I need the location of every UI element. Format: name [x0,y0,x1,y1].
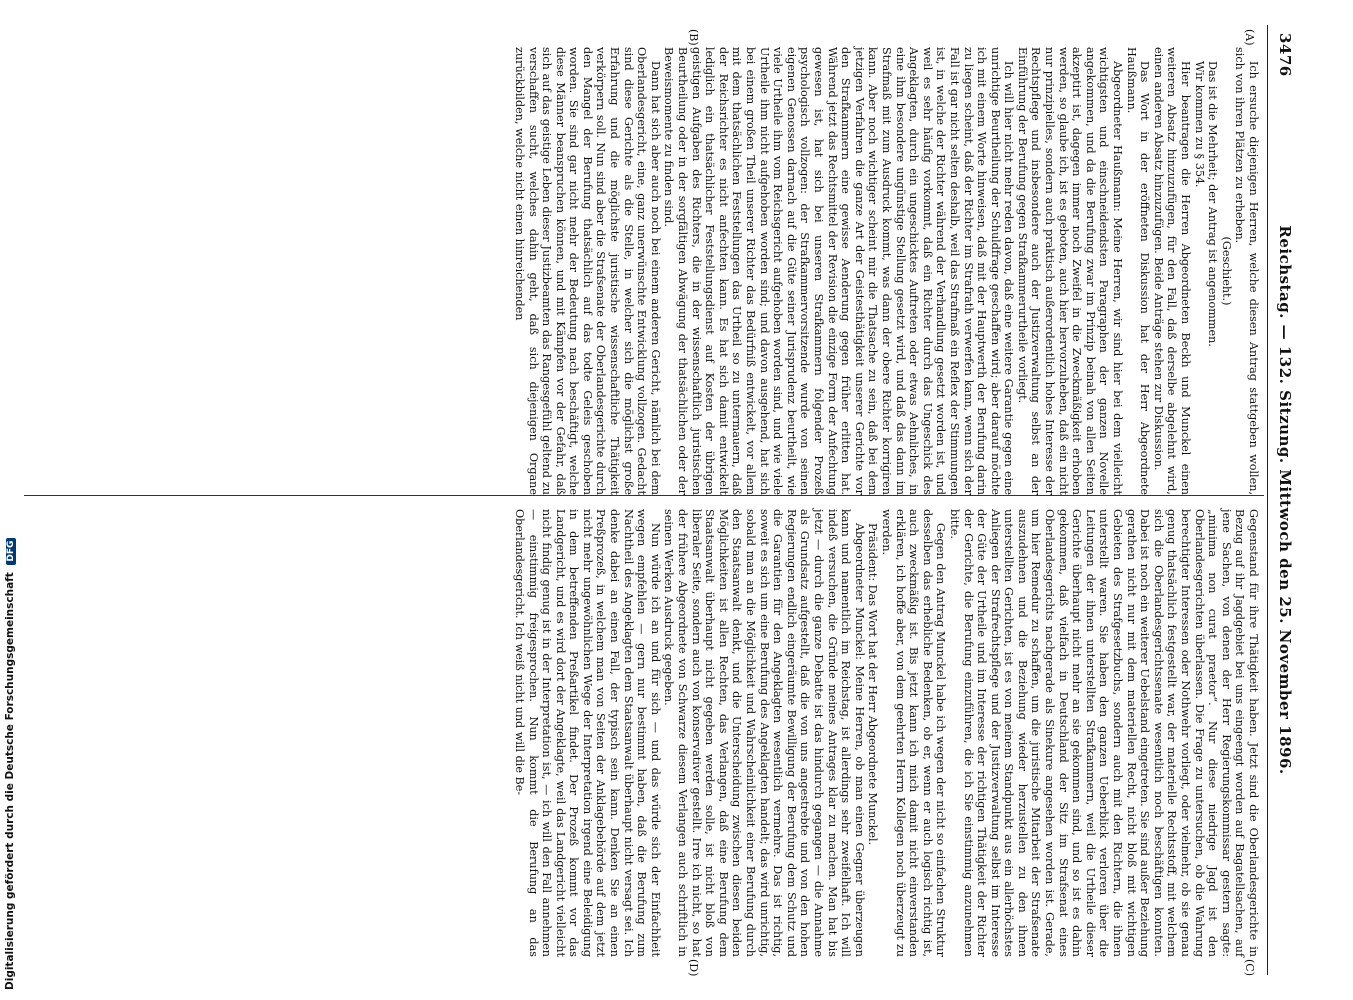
paragraph: Ich will hier nicht mehr reden davon, daß eine weitere Garantie gegen eine unrichtige Beurtheilung der Schuldfrage geschaffen wird; aber darauf möchte ich mit einem Worte hinweisen, daß mit der Hauptwerth der Berufung darin zu liegen scheint, daß der Richter im Strafrath verwerfen kann, wenn sich der Fall ist gar nicht selten deshalb, weil das Strafmaß ein Reflex der Stimmungen ist, in welche der Richter während der Verhandlung gesetzt worden ist, und weil es sehr häufig vorkommt, daß ein Richter durch das Ungeschick des Angeklagten, durch ein ungeschicktes Auftreten oder etwas Aehnliches, in eine ihm besondere ungünstige Stellung gesetzt wird, und daß das dann im Strafmaß mit zum Ausdruck kommt, was dann der obere Richter korrigiren kann. Aber noch wichtiger scheint mir die Thatsache zu sein, daß bei dem jetzigen Verfahren die ganze Art der Geistesthätigkeit unserer Gerichte vor den Strafkammern eine gewisse Aenderung gegen früher erlitten hat. Während jetzt das Rechtsmittel der Revision die einzige Form der Anfechtung gewesen ist, hat sich bei unseren Strafkammern folgender Prozeß psychologisch vollzogen: der Strafkammervorsitzende wurde von seinen eigenen Genossen darnach auf die Güte seiner Jurisprudenz beurtheilt, wie viele Urtheile ihm vom Reichsgericht aufgehoben worden sind, und wie viele Urtheile ihm nicht aufgehoben worden sind; und davon ausgehend, hat sich bei einem großen Theil unserer Richter das Bedürfniß entwickelt, vor allem mit dem thatsächlichen Feststellungen das Urtheil so zu untermauern, daß der Reichsrichter es nicht anfechten kann. Es hat sich damit entwickelt lediglich ein thatsächlicher Feststellungsdienst auf Kosten der übrigen geistigen Aufgaben des Richters, die in der wissenschaftlich juristischen Beurtheilung oder in der sorgfältigen Abwägung der thatsächlichen oder der Beweismomente zu finden sind. [662,47,1016,495]
credit-text: Digitalisierung gefördert durch die Deutsche Forschungsgemeinschaft [4,572,16,990]
margin-marker-c: (C) [1243,959,1256,976]
paragraph: Gegen den Antrag Munckel habe ich wegen der nicht so einfachen Struktur desselben das erhebliche Bedenken, ob er, wenn er auch logisch richtig ist, auch zweckmäßig ist. Bis jetzt kann ich mich damit nicht einverstanden erklären, ich hoffe aber, von dem geehrten Herrn Kollegen noch überzeugt zu werden. [879,509,948,957]
running-title: Reichstag. — 132. Sitzung. Mittwoch den 25. November 1896. [1276,225,1294,775]
paragraph: Gegenstand für ihre Thätigkeit haben. Jetzt sind die Oberlandesgerichte in Bezug auf ihr Jagdgebiet bei uns eingeengt worden auf Bagatellsachen, auf jene Sachen, von denen der Herr Regierungskommissar gestern sagte: „minima non curat praetor“. Nur diese niedrige Jagd ist den Oberlandesgerichten überlassen. Die Frage zu untersuchen, ob die Wahrung berechtigter Interessen oder Nothwehr vorliegt, oder vielmehr, ob sie genau genug thatsächlich festgestellt war, der materielle Rechtsstoff, mit welchem sich die Oberlandesgerichtssenate wesentlich noch beschäftigen konnten. Dabei ist noch ein weiterer Uebelstand eingetreten. Sie sind außer Beziehung gerathen nicht nur mit dem materiellen Recht, nicht bloß mit wichtigen Gebieten des Strafgesetzbuchs, sondern auch mit den Richtern, die ihnen unterstellt waren. Sie haben den ganzen Ueberblick verloren über die Leitungen der ihnen unterstellten Strafkammern, weil die Urtheile dieser Gerichte überhaupt nicht mehr an sie gekommen sind, und so ist es dahin gekommen, daß vielfach in Deutschland der Sitz im Strafsenat eines Oberlandesgerichts nachgerade als Sinekure angesehen worden ist. Gerade, um hier Remedur zu schaffen, um die juristische Mitarbeit der Strafsenate auszudehnen und die Beziehung wieder herzustellen zu den ihnen unterstellten Gerichten, ist es von meinem Standpunkt aus ein allerhöchstes Anliegen der Strafrechtspflege und der Justizverwaltung selbst im Interesse der Güte der Urtheile und im Interesse der richtigen Thätigkeit der Richter der Gerichte, die Berufung einzuführen, die ich Sie einstimmig anzunehmen bitte. [947,509,1260,957]
paragraph: Hier beantragen die Herren Abgeordneten Beckh und Munckel einen weiteren Absatz hinzuzufügen, für den Fall, daß derselbe abgelehnt wird, einen anderen Absatz hinzuzufügen. Beide Anträge stehen zur Diskussion. [1151,47,1193,495]
page-header [1266,25,1300,975]
digitization-credit [4,0,22,990]
paragraph: Ich ersuche diejenigen Herren, welche diesen Antrag stattgeben wollen, sich von ihren Plätzen zu erheben. [1233,47,1260,495]
paragraph: (Geschieht.) [1219,236,1233,306]
paragraph: Das ist die Mehrheit; der Antrag ist angenommen. [1206,61,1220,347]
column-divider [24,495,1264,496]
paragraph: Nun würde ich an und für sich — und das würde sich der Einfachheit wegen empfehlen — gern nur bestimmt haben, daß die Berufung zum Nachtheil des Angeklagten dem Staatsanwalt überhaupt nicht versagt sei. Ich denke dabei an einen Fall, der typisch sein kann. Denken Sie an einen Preßprozeß, in welchem man von Seiten der Anklagebehörde auf dem jetzt nicht mehr ungewöhnlichen Wege der Interpretation irgend eine Beleidigung in dem betreffenden Preßartikel findet. Der Prozeß kommt vor das Landgericht, und es wird dort der Angeklagte, weil das Landgericht vielleicht nicht findig genug ist in der Interpretation ist, — ich will den Fall annehmen — einstimmig freigesprochen. Nun kommt die Berufung an das Oberlandesgericht. Ich weiß nicht und will die Be- [512,509,662,957]
right-column [512,509,1260,957]
page-number: 3476 [1276,33,1294,77]
paragraph: Wir kommen zu § 354. [1192,61,1206,188]
margin-marker-a: (A) [1243,29,1256,46]
paragraph: Abgeordneter Munckel: Meine Herren, ob man einen Gegner überzeugen kann und namentlich im Reichstag, ist allerdings sehr zweifelhaft. Ich will indeß versuchen, die Gründe meines Antrages klar zu machen. Man hat bis jetzt — durch die ganze Debatte ist das hindurch gegangen — die Annahme als Grundsatz aufgestellt, daß die von uns angestrebte und von den hohen Regierungen endlich eingeräumte Bewilligung der Berufung dem Schutz und die Garantien für den Angeklagten wesentlich vermehre. Das ist richtig, soweit es sich um eine Berufung des Angeklagten handelt; das wird unrichtig, sobald man an die Möglichkeit und Wahrscheinlichkeit einer Berufung durch den Staatsanwalt denkt, und die Unterscheidung zwischen diesen beiden Möglichkeiten ist allen Rechten, das Verlangen, daß eine Berufung dem Staatsanwalt überhaupt nicht gegeben werden solle, ist nicht bloß von liberaler Seite, sondern auch von konservativer gestellt. Irre ich nicht, so hat der frühere Abgeordnete von Schwarze diesem Verlangen auch schriftlich in seinen Werken Ausdruck gegeben. [662,509,866,957]
margin-marker-b: (B) [687,29,700,46]
paragraph: Abgeordneter Haußmann: Meine Herren, wir sind hier bei dem vielleicht wichtigsten und einschneidendsten Paragraphen der ganzen Novelle angekommen, und da die Berufung zwar im Prinzip beinah von allen Seiten akzeptirt ist, dagegen immer noch Zweifel in die Zweckmäßigkeit erhoben werden, so glaube ich, ist es geboten, auch hier hervorzuheben, daß ein nicht nur prinzipielles, sondern auch praktisch außerordentlich hohes Interesse der Rechtspflege und insbesondere auch der Justizverwaltung selbst an der Einführung der Berufung gegen Strafkammerurtheile vorliegt. [1015,47,1125,495]
dfg-logo: DFG [6,538,16,565]
paragraph: Dann hat sich aber auch noch bei einem anderen Gericht, nämlich bei dem Oberlandesgericht, eine, ganz unerwünschte Entwicklung vollzogen. Gedacht sind diese Gerichte als die Stelle, in welcher sich die möglichst große Erfahrung und die möglichste juristische wissenschaftliche Thätigkeit verkörpern soll. Nun sind aber die Strafsenate der Oberlandesgerichte durch den Mangel der Berufung thatsächlich auf das todte Geleis geschoben worden. Sie sind gar nicht mehr der Bedeutung nach beschäftigt, welche diese Männer beanspruchen können, und mit Kämpfen vor der Gefahr, daß sich auf das geistige Leben dieser Justizbeamten das Rangesgefühl geltend zu verschaffen sucht, welches dahin geht, daß sich diejenigen Organe zurückbilden, welche nicht einen hinreichenden [512,47,662,495]
left-column [512,47,1260,495]
paragraph: Das Wort in der eröffneten Diskussion hat der Herr Abgeordnete Haußmann. [1124,47,1152,495]
paragraph: Präsident: Das Wort hat der Herr Abgeordnete Munckel. [866,523,880,846]
margin-marker-d: (D) [687,959,700,977]
rotated-page [10,25,1300,975]
header-rule [1267,25,1268,975]
